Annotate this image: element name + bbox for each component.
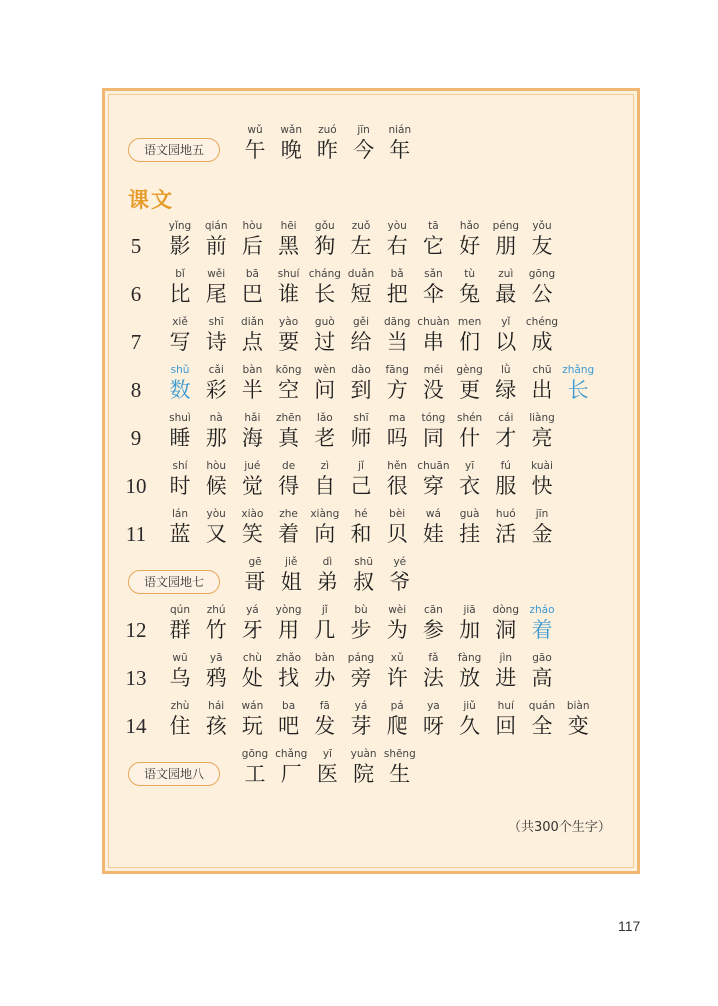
pinyin: gǒu bbox=[314, 220, 335, 232]
hanzi: 又 bbox=[205, 522, 227, 546]
pinyin: shēng bbox=[383, 748, 416, 760]
hanzi: 长 bbox=[567, 378, 589, 402]
pinyin: cǎi bbox=[208, 364, 224, 376]
pinyin: yé bbox=[393, 556, 407, 568]
hanzi: 影 bbox=[169, 234, 191, 258]
pinyin: shén bbox=[456, 412, 483, 424]
hanzi: 快 bbox=[531, 474, 553, 498]
pinyin: biàn bbox=[566, 700, 590, 712]
hanzi: 吗 bbox=[386, 426, 408, 450]
hanzi: 久 bbox=[459, 714, 481, 738]
hanzi: 自 bbox=[314, 474, 336, 498]
hanzi: 更 bbox=[459, 378, 481, 402]
hanzi: 姐 bbox=[280, 570, 302, 594]
pinyin: wěi bbox=[207, 268, 226, 280]
pinyin: zì bbox=[320, 460, 330, 472]
hanzi: 昨 bbox=[316, 138, 338, 162]
lesson-number: 8 bbox=[130, 378, 142, 402]
pinyin: hái bbox=[208, 700, 225, 712]
hanzi: 公 bbox=[531, 282, 553, 306]
hanzi: 点 bbox=[241, 330, 263, 354]
pinyin: chū bbox=[532, 364, 552, 376]
pinyin: zuó bbox=[318, 124, 337, 136]
pinyin: tóng bbox=[421, 412, 446, 424]
pinyin: péng bbox=[492, 220, 520, 232]
hanzi: 串 bbox=[422, 330, 444, 354]
pinyin: quán bbox=[528, 700, 556, 712]
pinyin: de bbox=[282, 460, 296, 472]
hanzi: 乌 bbox=[169, 666, 191, 690]
pinyin: jīn bbox=[357, 124, 370, 136]
pinyin: shī bbox=[208, 316, 224, 328]
pinyin: jiā bbox=[463, 604, 476, 616]
pinyin: wǎn bbox=[280, 124, 303, 136]
hanzi: 师 bbox=[350, 426, 372, 450]
hanzi: 很 bbox=[386, 474, 408, 498]
pinyin: tù bbox=[464, 268, 475, 280]
pinyin: shuí bbox=[277, 268, 300, 280]
hanzi: 睡 bbox=[169, 426, 191, 450]
pinyin: xiàng bbox=[310, 508, 340, 520]
hanzi: 和 bbox=[350, 522, 372, 546]
hanzi: 长 bbox=[314, 282, 336, 306]
pinyin: dāng bbox=[383, 316, 411, 328]
hanzi: 好 bbox=[459, 234, 481, 258]
pinyin: ya bbox=[427, 700, 440, 712]
hanzi: 没 bbox=[422, 378, 444, 402]
pinyin: chuàn bbox=[417, 316, 450, 328]
hanzi: 友 bbox=[531, 234, 553, 258]
total-characters-note: （共300个生字） bbox=[508, 820, 611, 835]
lesson-number: 5 bbox=[130, 234, 142, 258]
pinyin: bù bbox=[354, 604, 368, 616]
pinyin: fú bbox=[500, 460, 511, 472]
hanzi: 诗 bbox=[205, 330, 227, 354]
pinyin: yào bbox=[279, 316, 299, 328]
hanzi: 时 bbox=[169, 474, 191, 498]
hanzi: 晚 bbox=[280, 138, 302, 162]
pinyin: ba bbox=[282, 700, 296, 712]
hanzi: 今 bbox=[353, 138, 375, 162]
hanzi: 以 bbox=[495, 330, 517, 354]
hanzi: 着 bbox=[531, 618, 553, 642]
hanzi: 左 bbox=[350, 234, 372, 258]
hanzi: 年 bbox=[389, 138, 411, 162]
pinyin: yá bbox=[354, 700, 368, 712]
pinyin: hòu bbox=[242, 220, 263, 232]
hanzi: 生 bbox=[389, 762, 411, 786]
hanzi: 后 bbox=[241, 234, 263, 258]
hanzi: 得 bbox=[278, 474, 300, 498]
pinyin: duǎn bbox=[347, 268, 375, 280]
hanzi: 许 bbox=[386, 666, 408, 690]
hanzi: 海 bbox=[241, 426, 263, 450]
pinyin: kuài bbox=[531, 460, 553, 472]
hanzi: 哥 bbox=[244, 570, 266, 594]
hanzi: 朋 bbox=[495, 234, 517, 258]
hanzi: 过 bbox=[314, 330, 336, 354]
lesson-number: 11 bbox=[125, 522, 147, 546]
pinyin: xiào bbox=[241, 508, 264, 520]
pinyin: jiǔ bbox=[463, 700, 476, 712]
pinyin: xǔ bbox=[390, 652, 404, 664]
pinyin: hēi bbox=[280, 220, 297, 232]
pinyin: bàn bbox=[314, 652, 335, 664]
pinyin: shǔ bbox=[170, 364, 190, 376]
hanzi: 高 bbox=[531, 666, 553, 690]
pinyin: wǔ bbox=[247, 124, 263, 136]
hanzi: 绿 bbox=[495, 378, 517, 402]
pinyin: jǐ bbox=[358, 460, 364, 472]
pinyin: nà bbox=[209, 412, 223, 424]
hanzi: 前 bbox=[205, 234, 227, 258]
lesson-number: 9 bbox=[130, 426, 142, 450]
pinyin: xiě bbox=[172, 316, 188, 328]
hanzi: 写 bbox=[169, 330, 191, 354]
pinyin: gē bbox=[248, 556, 262, 568]
hanzi: 吧 bbox=[278, 714, 300, 738]
hanzi: 午 bbox=[244, 138, 266, 162]
pinyin: huí bbox=[497, 700, 514, 712]
hanzi: 比 bbox=[169, 282, 191, 306]
hanzi: 彩 bbox=[205, 378, 227, 402]
pinyin: lǜ bbox=[501, 364, 511, 376]
pinyin: shí bbox=[172, 460, 188, 472]
hanzi: 洞 bbox=[495, 618, 517, 642]
pinyin: yuàn bbox=[350, 748, 377, 760]
hanzi: 向 bbox=[314, 522, 336, 546]
hanzi: 爷 bbox=[389, 570, 411, 594]
hanzi: 进 bbox=[495, 666, 517, 690]
pinyin: yī bbox=[322, 748, 332, 760]
hanzi: 挂 bbox=[459, 522, 481, 546]
pinyin: zhēn bbox=[275, 412, 302, 424]
lesson-number: 14 bbox=[125, 714, 147, 738]
hanzi: 出 bbox=[531, 378, 553, 402]
pinyin: men bbox=[457, 316, 482, 328]
hanzi: 鸦 bbox=[205, 666, 227, 690]
hanzi: 什 bbox=[459, 426, 481, 450]
pinyin: chuān bbox=[417, 460, 450, 472]
hanzi: 问 bbox=[314, 378, 336, 402]
hanzi: 真 bbox=[278, 426, 300, 450]
hanzi: 叔 bbox=[353, 570, 375, 594]
hanzi: 娃 bbox=[422, 522, 444, 546]
pinyin: gěi bbox=[352, 316, 370, 328]
pinyin: bǐ bbox=[175, 268, 185, 280]
pinyin: jīn bbox=[535, 508, 549, 520]
hanzi: 老 bbox=[314, 426, 336, 450]
hanzi: 蓝 bbox=[169, 522, 191, 546]
hanzi: 爬 bbox=[386, 714, 408, 738]
hanzi: 当 bbox=[386, 330, 408, 354]
pinyin: lán bbox=[171, 508, 188, 520]
hanzi: 同 bbox=[422, 426, 444, 450]
pinyin: wán bbox=[241, 700, 264, 712]
garden-label: 语文园地七 bbox=[128, 570, 220, 594]
pinyin: fàng bbox=[457, 652, 482, 664]
hanzi: 要 bbox=[278, 330, 300, 354]
pinyin: shuì bbox=[169, 412, 191, 424]
hanzi: 厂 bbox=[280, 762, 302, 786]
hanzi: 群 bbox=[169, 618, 191, 642]
hanzi: 尾 bbox=[205, 282, 227, 306]
pinyin: chǎng bbox=[275, 748, 308, 760]
hanzi: 谁 bbox=[278, 282, 300, 306]
pinyin: bā bbox=[245, 268, 259, 280]
hanzi: 觉 bbox=[241, 474, 263, 498]
hanzi: 参 bbox=[422, 618, 444, 642]
pinyin: zhù bbox=[170, 700, 190, 712]
garden-label: 语文园地八 bbox=[128, 762, 220, 786]
hanzi: 办 bbox=[314, 666, 336, 690]
hanzi: 衣 bbox=[459, 474, 481, 498]
hanzi: 放 bbox=[459, 666, 481, 690]
pinyin: diǎn bbox=[241, 316, 264, 328]
hanzi: 牙 bbox=[241, 618, 263, 642]
hanzi: 发 bbox=[314, 714, 336, 738]
pinyin: páng bbox=[347, 652, 375, 664]
pinyin: gāo bbox=[532, 652, 552, 664]
hanzi: 半 bbox=[241, 378, 263, 402]
hanzi: 全 bbox=[531, 714, 553, 738]
pinyin: zhǎng bbox=[562, 364, 595, 376]
hanzi: 成 bbox=[531, 330, 553, 354]
hanzi: 穿 bbox=[422, 474, 444, 498]
pinyin: yá bbox=[246, 604, 259, 616]
lesson-number: 13 bbox=[125, 666, 147, 690]
hanzi: 芽 bbox=[350, 714, 372, 738]
pinyin: dòng bbox=[492, 604, 519, 616]
lesson-number: 12 bbox=[125, 618, 147, 642]
hanzi: 竹 bbox=[205, 618, 227, 642]
pinyin: yòu bbox=[206, 508, 226, 520]
hanzi: 旁 bbox=[350, 666, 372, 690]
hanzi: 为 bbox=[386, 618, 408, 642]
hanzi: 院 bbox=[353, 762, 375, 786]
pinyin: sǎn bbox=[424, 268, 443, 280]
pinyin: yǒu bbox=[532, 220, 552, 232]
hanzi: 候 bbox=[205, 474, 227, 498]
hanzi: 黑 bbox=[278, 234, 300, 258]
pinyin: lǎo bbox=[316, 412, 333, 424]
hanzi: 住 bbox=[169, 714, 191, 738]
hanzi: 活 bbox=[495, 522, 517, 546]
pinyin: chéng bbox=[525, 316, 559, 328]
pinyin: fǎ bbox=[428, 652, 439, 664]
hanzi: 己 bbox=[350, 474, 372, 498]
pinyin: yī bbox=[465, 460, 475, 472]
pinyin: cái bbox=[498, 412, 514, 424]
pinyin: hòu bbox=[206, 460, 227, 472]
hanzi: 们 bbox=[459, 330, 481, 354]
pinyin: huó bbox=[495, 508, 516, 520]
hanzi: 数 bbox=[169, 378, 191, 402]
pinyin: zuì bbox=[498, 268, 514, 280]
pinyin: liàng bbox=[529, 412, 555, 424]
pinyin: chù bbox=[242, 652, 262, 664]
pinyin: shī bbox=[353, 412, 369, 424]
pinyin: yǐ bbox=[501, 316, 511, 328]
pinyin: yǐng bbox=[168, 220, 192, 232]
hanzi: 笑 bbox=[241, 522, 263, 546]
hanzi: 玩 bbox=[241, 714, 263, 738]
hanzi: 医 bbox=[316, 762, 338, 786]
pinyin: gōng bbox=[241, 748, 269, 760]
hanzi: 处 bbox=[241, 666, 263, 690]
hanzi: 弟 bbox=[316, 570, 338, 594]
pinyin: guà bbox=[459, 508, 480, 520]
hanzi: 呀 bbox=[422, 714, 444, 738]
pinyin: ma bbox=[388, 412, 406, 424]
hanzi: 那 bbox=[205, 426, 227, 450]
pinyin: bǎ bbox=[390, 268, 404, 280]
pinyin: qún bbox=[170, 604, 190, 616]
pinyin: zhǎo bbox=[276, 652, 302, 664]
pinyin: wèn bbox=[313, 364, 336, 376]
pinyin: cháng bbox=[308, 268, 341, 280]
hanzi: 亮 bbox=[531, 426, 553, 450]
hanzi: 加 bbox=[459, 618, 481, 642]
hanzi: 才 bbox=[495, 426, 517, 450]
pinyin: jué bbox=[244, 460, 261, 472]
hanzi: 孩 bbox=[205, 714, 227, 738]
lesson-number: 7 bbox=[130, 330, 142, 354]
hanzi: 狗 bbox=[314, 234, 336, 258]
pinyin: gèng bbox=[456, 364, 483, 376]
pinyin: hǎo bbox=[459, 220, 480, 232]
hanzi: 给 bbox=[350, 330, 372, 354]
pinyin: cān bbox=[423, 604, 443, 616]
hanzi: 方 bbox=[386, 378, 408, 402]
pinyin: qián bbox=[204, 220, 228, 232]
pinyin: yā bbox=[209, 652, 223, 664]
lesson-number: 10 bbox=[125, 474, 147, 498]
pinyin: zuǒ bbox=[351, 220, 371, 232]
hanzi: 右 bbox=[386, 234, 408, 258]
hanzi: 短 bbox=[350, 282, 372, 306]
hanzi: 它 bbox=[422, 234, 444, 258]
pinyin: tā bbox=[428, 220, 439, 232]
pinyin: gōng bbox=[528, 268, 556, 280]
page-number: 117 bbox=[618, 918, 641, 934]
pinyin: guò bbox=[314, 316, 335, 328]
hanzi: 巴 bbox=[241, 282, 263, 306]
hanzi: 最 bbox=[495, 282, 517, 306]
pinyin: bèi bbox=[389, 508, 406, 520]
pinyin: yòng bbox=[275, 604, 302, 616]
hanzi: 把 bbox=[386, 282, 408, 306]
pinyin: jǐ bbox=[321, 604, 328, 616]
hanzi: 伞 bbox=[422, 282, 444, 306]
pinyin: wèi bbox=[388, 604, 407, 616]
pinyin: hǎi bbox=[244, 412, 261, 424]
pinyin: méi bbox=[423, 364, 444, 376]
pinyin: fā bbox=[319, 700, 330, 712]
hanzi: 到 bbox=[350, 378, 372, 402]
hanzi: 金 bbox=[531, 522, 553, 546]
pinyin: zháo bbox=[529, 604, 555, 616]
section-heading: 课文 bbox=[128, 187, 174, 212]
pinyin: fāng bbox=[385, 364, 409, 376]
hanzi: 回 bbox=[495, 714, 517, 738]
pinyin: zhe bbox=[279, 508, 298, 520]
pinyin: dì bbox=[322, 556, 333, 568]
pinyin: wū bbox=[172, 652, 188, 664]
hanzi: 步 bbox=[350, 618, 372, 642]
pinyin: wá bbox=[425, 508, 441, 520]
pinyin: jìn bbox=[499, 652, 513, 664]
pinyin: yòu bbox=[387, 220, 407, 232]
hanzi: 用 bbox=[278, 618, 300, 642]
pinyin: hěn bbox=[387, 460, 408, 472]
pinyin: shū bbox=[354, 556, 373, 568]
hanzi: 着 bbox=[278, 522, 300, 546]
garden-label: 语文园地五 bbox=[128, 138, 220, 162]
pinyin: hé bbox=[354, 508, 368, 520]
hanzi: 兔 bbox=[459, 282, 481, 306]
pinyin: dào bbox=[351, 364, 371, 376]
hanzi: 几 bbox=[314, 618, 336, 642]
hanzi: 服 bbox=[495, 474, 517, 498]
hanzi: 工 bbox=[244, 762, 266, 786]
hanzi: 变 bbox=[567, 714, 589, 738]
pinyin: kōng bbox=[275, 364, 302, 376]
hanzi: 空 bbox=[278, 378, 300, 402]
pinyin: nián bbox=[388, 124, 412, 136]
hanzi: 法 bbox=[422, 666, 444, 690]
pinyin: zhú bbox=[206, 604, 226, 616]
hanzi: 找 bbox=[278, 666, 300, 690]
pinyin: jiě bbox=[285, 556, 298, 568]
pinyin: pá bbox=[390, 700, 404, 712]
lesson-number: 6 bbox=[130, 282, 142, 306]
hanzi: 贝 bbox=[386, 522, 408, 546]
pinyin: bàn bbox=[242, 364, 263, 376]
